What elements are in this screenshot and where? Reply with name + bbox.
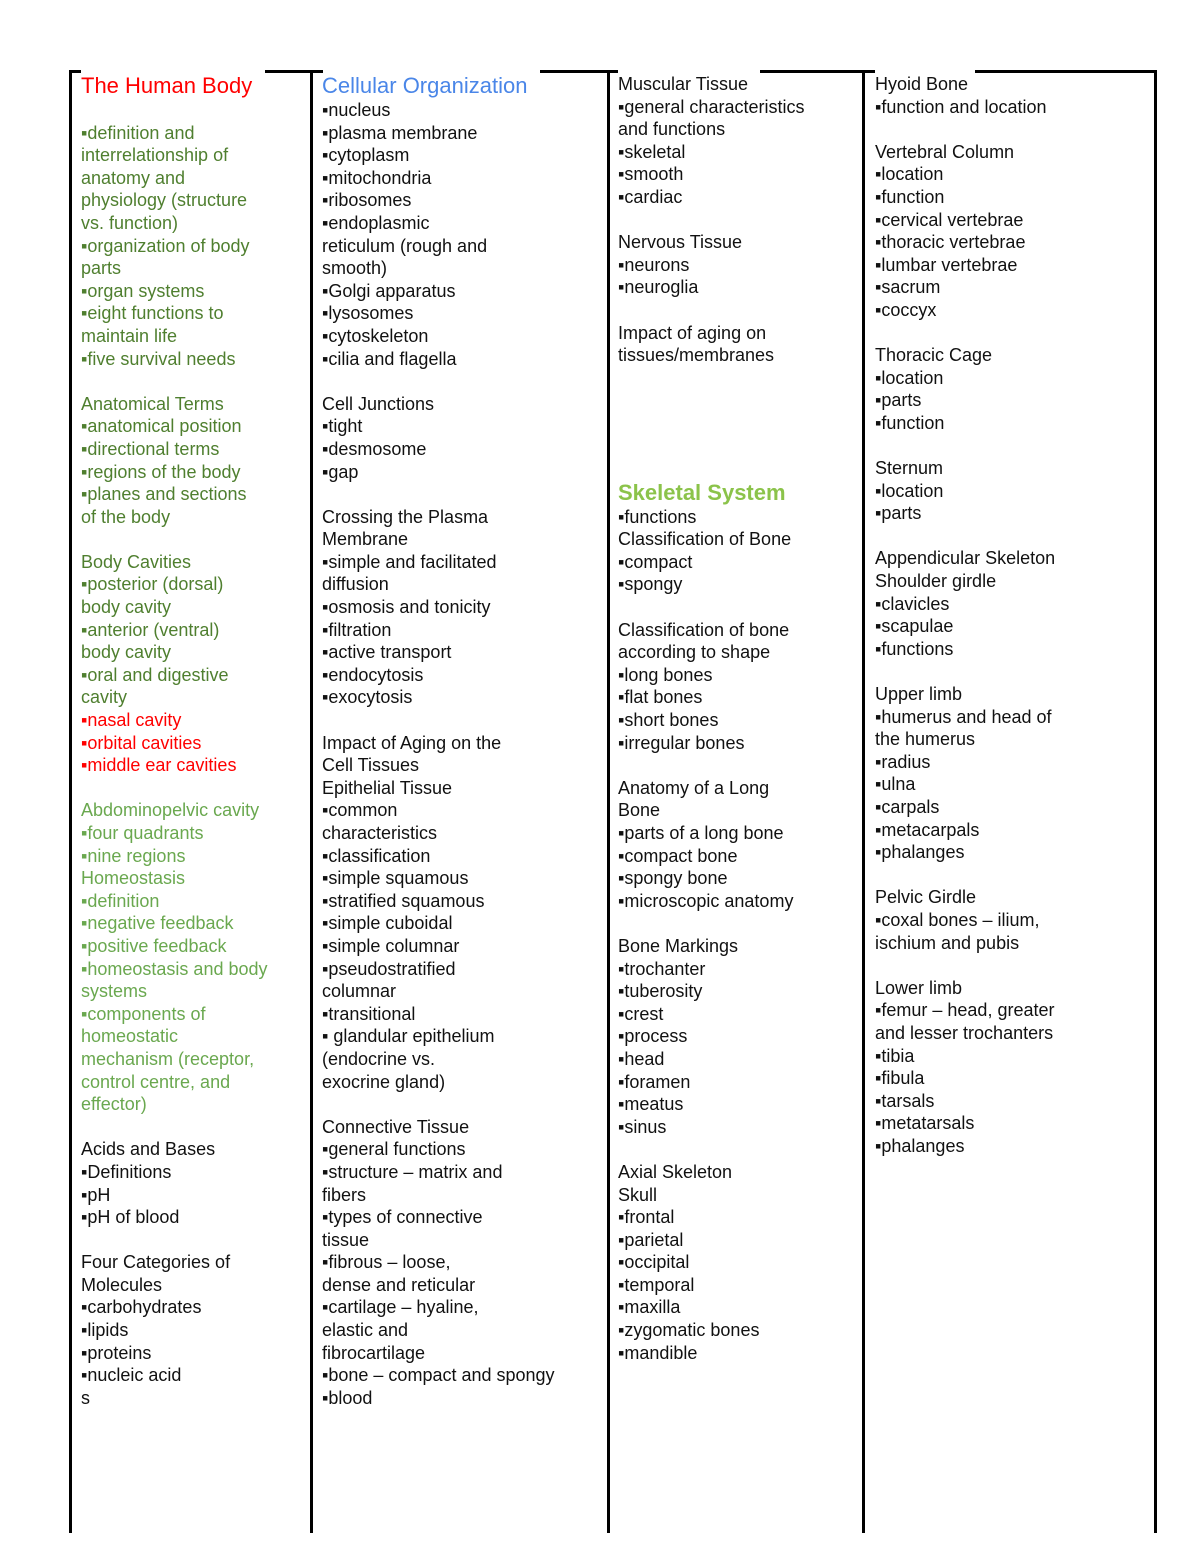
outline-line: ▪ribosomes — [322, 190, 412, 211]
outline-line: ▪metatarsals — [875, 1113, 975, 1134]
outline-line: ▪cartilage – hyaline, — [322, 1297, 479, 1318]
outline-line: Thoracic Cage — [875, 345, 993, 366]
outline-line: ▪lumbar vertebrae — [875, 254, 1018, 275]
outline-line: ▪tight — [322, 416, 363, 437]
outline-line: ▪parts — [875, 390, 922, 411]
section-heading: Cellular Organization — [322, 73, 528, 98]
outline-line: ▪spongy — [618, 574, 683, 595]
outline-line: ▪cardiac — [618, 186, 683, 207]
outline-line: ▪foramen — [618, 1071, 691, 1092]
outline-line: ▪definition and — [81, 122, 195, 143]
outline-line: fibers — [322, 1184, 367, 1205]
outline-line: ▪location — [875, 367, 944, 388]
spacer — [618, 412, 858, 435]
outline-line: ▪maxilla — [618, 1297, 681, 1318]
outline-line: physiology (structure — [81, 190, 248, 211]
outline-line: ▪mitochondria — [322, 167, 432, 188]
column-rule-3 — [862, 70, 865, 1533]
outline-line: ▪neuroglia — [618, 277, 699, 298]
outline-line: tissues/membranes — [618, 345, 775, 366]
outline-line: ▪parts of a long bone — [618, 823, 784, 843]
outline-line: Upper limb — [875, 684, 963, 705]
outline-line: ▪types of connective — [322, 1207, 483, 1228]
column-cellular-organization — [322, 73, 602, 1409]
outline-line: systems — [81, 981, 148, 1002]
spacer — [875, 435, 1150, 458]
outline-line: Bone Markings — [618, 935, 739, 956]
outline-line: ▪classification — [322, 845, 431, 866]
outline-line: ▪nucleus — [322, 100, 391, 120]
outline-line: control centre, and — [81, 1071, 231, 1092]
outline-line: ▪femur – head, greater — [875, 1000, 1055, 1021]
outline-line: cavity — [81, 687, 128, 708]
outline-line: vs. function) — [81, 212, 179, 233]
outline-line: ▪general functions — [322, 1139, 466, 1160]
spacer — [618, 754, 858, 777]
outline-line: ▪filtration — [322, 619, 392, 640]
outline-line: homeostatic — [81, 1026, 179, 1047]
spacer — [322, 483, 602, 506]
outline-line: Muscular Tissue — [618, 74, 749, 94]
outline-line: Cell Tissues — [322, 755, 420, 776]
outline-line: Membrane — [322, 529, 409, 550]
spacer — [81, 777, 306, 800]
outline-line: of the body — [81, 506, 171, 527]
outline-line: ▪trochanter — [618, 958, 706, 979]
outline-line: Acids and Bases — [81, 1139, 216, 1160]
outline-line: ▪four quadrants — [81, 823, 204, 843]
outline-line: ▪eight functions to — [81, 303, 224, 324]
outline-line: ▪transitional — [322, 1003, 416, 1024]
outline-line: ▪organ systems — [81, 280, 205, 301]
outline-line: ▪simple squamous — [322, 868, 469, 889]
outline-line: exocrine gland) — [322, 1071, 446, 1092]
outline-line: ▪anatomical position — [81, 416, 242, 437]
outline-line: mechanism (receptor, — [81, 1048, 255, 1069]
outline-line: ▪planes and sections — [81, 484, 247, 505]
outline-line: ▪directional terms — [81, 438, 220, 459]
spacer — [618, 596, 858, 619]
outline-line: ▪microscopic anatomy — [618, 890, 794, 911]
column-tissues-skeletal — [618, 73, 858, 1364]
outline-line: ▪Golgi apparatus — [322, 280, 456, 301]
outline-line: ▪desmosome — [322, 438, 427, 459]
outline-line: dense and reticular — [322, 1274, 476, 1295]
outline-line: Hyoid Bone — [875, 74, 969, 94]
outline-line: ▪exocytosis — [322, 687, 413, 708]
outline-line: ▪phalanges — [875, 1135, 965, 1156]
outline-line: ▪tarsals — [875, 1090, 935, 1111]
outline-line: ▪function — [875, 186, 945, 207]
spacer — [875, 660, 1150, 683]
section-heading: Skeletal System — [618, 479, 786, 505]
outline-line: ▪stratified squamous — [322, 890, 485, 911]
outline-line: ▪function — [875, 412, 945, 433]
outline-line: ▪functions — [618, 506, 697, 527]
outline-line: ▪scapulae — [875, 616, 954, 637]
spacer — [875, 864, 1150, 887]
spacer — [618, 389, 858, 412]
column-skeleton-parts — [875, 73, 1150, 1158]
outline-line: Epithelial Tissue — [322, 777, 453, 798]
outline-line: Shoulder girdle — [875, 571, 997, 592]
outline-line: ▪lipids — [81, 1320, 129, 1341]
outline-line: ▪zygomatic bones — [618, 1320, 760, 1341]
outline-line: maintain life — [81, 325, 178, 346]
outline-line: Vertebral Column — [875, 141, 1015, 162]
outline-line: Sternum — [875, 458, 944, 479]
outline-line: ▪carbohydrates — [81, 1297, 202, 1318]
outline-line: ▪Definitions — [81, 1161, 172, 1182]
outline-line: ▪simple and facilitated — [322, 551, 497, 572]
outline-line: ▪structure – matrix and — [322, 1161, 503, 1182]
spacer — [618, 1138, 858, 1161]
outline-line: ▪proteins — [81, 1342, 152, 1363]
outline-line: Anatomy of a Long — [618, 777, 770, 798]
outline-line: ▪process — [618, 1026, 688, 1047]
outline-line: ▪frontal — [618, 1207, 675, 1228]
outline-line: ▪common — [322, 800, 398, 821]
outline-line: Bone — [618, 800, 661, 821]
outline-line: ▪general characteristics — [618, 96, 805, 117]
outline-line: Cell Junctions — [322, 393, 435, 414]
outline-line: tissue — [322, 1229, 370, 1250]
spacer — [81, 370, 306, 393]
outline-line: Body Cavities — [81, 551, 192, 572]
outline-line: ischium and pubis — [875, 932, 1020, 953]
outline-line: ▪anterior (ventral) — [81, 619, 220, 640]
spacer — [875, 118, 1150, 141]
section-heading: The Human Body — [81, 73, 253, 98]
outline-line: ▪plasma membrane — [322, 122, 478, 143]
column-rule-1 — [310, 70, 313, 1533]
outline-line: Impact of aging on — [618, 322, 767, 343]
outline-line: ▪location — [875, 480, 944, 501]
outline-line: ▪bone – compact and spongy — [322, 1365, 555, 1386]
outline-line: ▪compact — [618, 551, 693, 572]
outline-line: according to shape — [618, 642, 771, 663]
outline-line: Lower limb — [875, 977, 963, 998]
outline-line: ▪phalanges — [875, 842, 965, 863]
outline-line: Crossing the Plasma — [322, 506, 489, 527]
outline-line: ▪ glandular epithelium — [322, 1026, 495, 1047]
outline-line: ▪flat bones — [618, 687, 703, 708]
spacer — [322, 709, 602, 732]
outline-line: ▪active transport — [322, 642, 452, 663]
outline-line: s — [81, 1387, 90, 1408]
outline-line: the humerus — [875, 729, 976, 750]
outline-line: ▪pH of blood — [81, 1207, 180, 1228]
outline-line: ▪middle ear cavities — [81, 755, 237, 776]
outline-line: ▪smooth — [618, 164, 684, 185]
column-human-body — [81, 73, 306, 1409]
outline-line: ▪regions of the body — [81, 461, 241, 482]
outline-line: characteristics — [322, 823, 438, 843]
outline-line: ▪components of — [81, 1003, 206, 1024]
outline-line: ▪tuberosity — [618, 981, 703, 1002]
spacer — [322, 1093, 602, 1116]
outline-line: ▪cervical vertebrae — [875, 209, 1024, 230]
outline-line: ▪pH — [81, 1184, 111, 1205]
spacer — [81, 528, 306, 551]
outline-line: ▪sinus — [618, 1116, 667, 1137]
outline-line: ▪gap — [322, 461, 359, 482]
outline-line: parts — [81, 258, 122, 279]
outline-line: ▪irregular bones — [618, 732, 745, 753]
outline-line: elastic and — [322, 1320, 409, 1341]
outline-line: ▪lysosomes — [322, 303, 414, 324]
outline-line: ▪cytoplasm — [322, 145, 410, 166]
outline-line: ▪neurons — [618, 254, 690, 275]
outline-line: ▪osmosis and tonicity — [322, 597, 491, 618]
outline-line: Molecules — [81, 1274, 163, 1295]
outline-line: ▪coccyx — [875, 299, 937, 320]
spacer — [81, 1116, 306, 1139]
outline-line: ▪long bones — [618, 664, 713, 685]
outline-line: (endocrine vs. — [322, 1048, 436, 1069]
outline-line: Axial Skeleton — [618, 1161, 733, 1182]
outline-line: Pelvic Girdle — [875, 887, 977, 908]
outline-line: and lesser trochanters — [875, 1022, 1054, 1043]
spacer — [618, 435, 858, 458]
outline-line: ▪nucleic acid — [81, 1365, 182, 1386]
outline-line: ▪oral and digestive — [81, 664, 229, 685]
outline-line: ▪compact bone — [618, 845, 738, 866]
column-rule-left — [69, 70, 72, 1533]
outline-line: ▪positive feedback — [81, 935, 227, 956]
outline-line: ▪coxal bones – ilium, — [875, 909, 1040, 930]
outline-line: ▪thoracic vertebrae — [875, 232, 1026, 253]
outline-line: ▪fibula — [875, 1068, 925, 1089]
outline-line: ▪simple columnar — [322, 935, 460, 956]
outline-line: ▪homeostasis and body — [81, 958, 268, 979]
spacer — [618, 299, 858, 322]
outline-line: ▪blood — [322, 1387, 373, 1408]
outline-line: and functions — [618, 119, 726, 140]
outline-line: Homeostasis — [81, 868, 186, 889]
spacer — [618, 209, 858, 232]
outline-line: diffusion — [322, 574, 389, 595]
outline-line: Anatomical Terms — [81, 393, 224, 414]
spacer — [875, 525, 1150, 548]
outline-line: Connective Tissue — [322, 1116, 470, 1137]
outline-line: ▪functions — [875, 638, 954, 659]
outline-line: ▪humerus and head of — [875, 706, 1052, 727]
outline-line: interrelationship of — [81, 145, 229, 166]
outline-line: Appendicular Skeleton — [875, 548, 1056, 569]
spacer — [875, 954, 1150, 977]
outline-line: ▪sacrum — [875, 277, 941, 298]
outline-line: ▪parietal — [618, 1229, 684, 1250]
outline-line: ▪clavicles — [875, 593, 950, 614]
outline-line: ▪occipital — [618, 1252, 690, 1273]
spacer — [81, 1229, 306, 1252]
outline-line: ▪definition — [81, 890, 160, 911]
outline-line: ▪function and location — [875, 96, 1047, 117]
outline-line: ▪cytoskeleton — [322, 325, 429, 346]
outline-line: Classification of bone — [618, 619, 790, 640]
column-rule-right — [1154, 70, 1157, 1533]
outline-line: ▪endoplasmic — [322, 212, 430, 233]
outline-line: fibrocartilage — [322, 1342, 426, 1363]
outline-line: ▪nasal cavity — [81, 710, 182, 731]
spacer — [322, 370, 602, 393]
outline-line: ▪temporal — [618, 1274, 695, 1295]
outline-line: ▪tibia — [875, 1045, 915, 1066]
outline-line: reticulum (rough and — [322, 235, 488, 256]
outline-line: Nervous Tissue — [618, 232, 743, 253]
outline-line: ▪carpals — [875, 797, 940, 817]
spacer — [875, 322, 1150, 345]
outline-line: ▪orbital cavities — [81, 732, 202, 753]
outline-line: ▪radius — [875, 751, 931, 772]
outline-line: ▪short bones — [618, 710, 719, 731]
spacer — [618, 457, 858, 480]
spacer — [618, 912, 858, 935]
outline-line: ▪crest — [618, 1003, 664, 1024]
outline-line: ▪endocytosis — [322, 664, 424, 685]
outline-line: ▪spongy bone — [618, 868, 728, 889]
outline-line: ▪fibrous – loose, — [322, 1252, 451, 1273]
outline-line: ▪organization of body — [81, 235, 250, 256]
outline-line: ▪skeletal — [618, 141, 686, 162]
outline-line: effector) — [81, 1094, 147, 1115]
outline-line: body cavity — [81, 642, 172, 663]
outline-line: ▪head — [618, 1048, 665, 1069]
outline-line: ▪five survival needs — [81, 348, 236, 369]
outline-line: ▪cilia and flagella — [322, 348, 457, 369]
outline-line: Abdominopelvic cavity — [81, 800, 260, 821]
top-rule-1 — [69, 70, 81, 73]
outline-line: ▪location — [875, 164, 944, 185]
outline-line: Four Categories of — [81, 1252, 231, 1273]
outline-line: ▪mandible — [618, 1342, 698, 1363]
outline-line: ▪ulna — [875, 774, 916, 795]
outline-line: ▪pseudostratified — [322, 958, 456, 979]
outline-line: ▪nine regions — [81, 845, 186, 866]
outline-line: ▪parts — [875, 503, 922, 524]
outline-line: ▪meatus — [618, 1094, 684, 1115]
outline-line: columnar — [322, 981, 397, 1002]
outline-line: ▪negative feedback — [81, 913, 234, 934]
column-rule-2 — [607, 70, 610, 1533]
outline-line: Classification of Bone — [618, 529, 792, 550]
outline-line: body cavity — [81, 597, 172, 618]
outline-line: smooth) — [322, 258, 388, 279]
spacer — [81, 99, 306, 122]
outline-line: anatomy and — [81, 167, 186, 188]
outline-line: ▪metacarpals — [875, 819, 980, 840]
outline-line: ▪posterior (dorsal) — [81, 574, 224, 595]
outline-line: ▪simple cuboidal — [322, 913, 453, 934]
spacer — [618, 367, 858, 390]
outline-line: Impact of Aging on the — [322, 732, 502, 753]
outline-line: Skull — [618, 1184, 658, 1205]
